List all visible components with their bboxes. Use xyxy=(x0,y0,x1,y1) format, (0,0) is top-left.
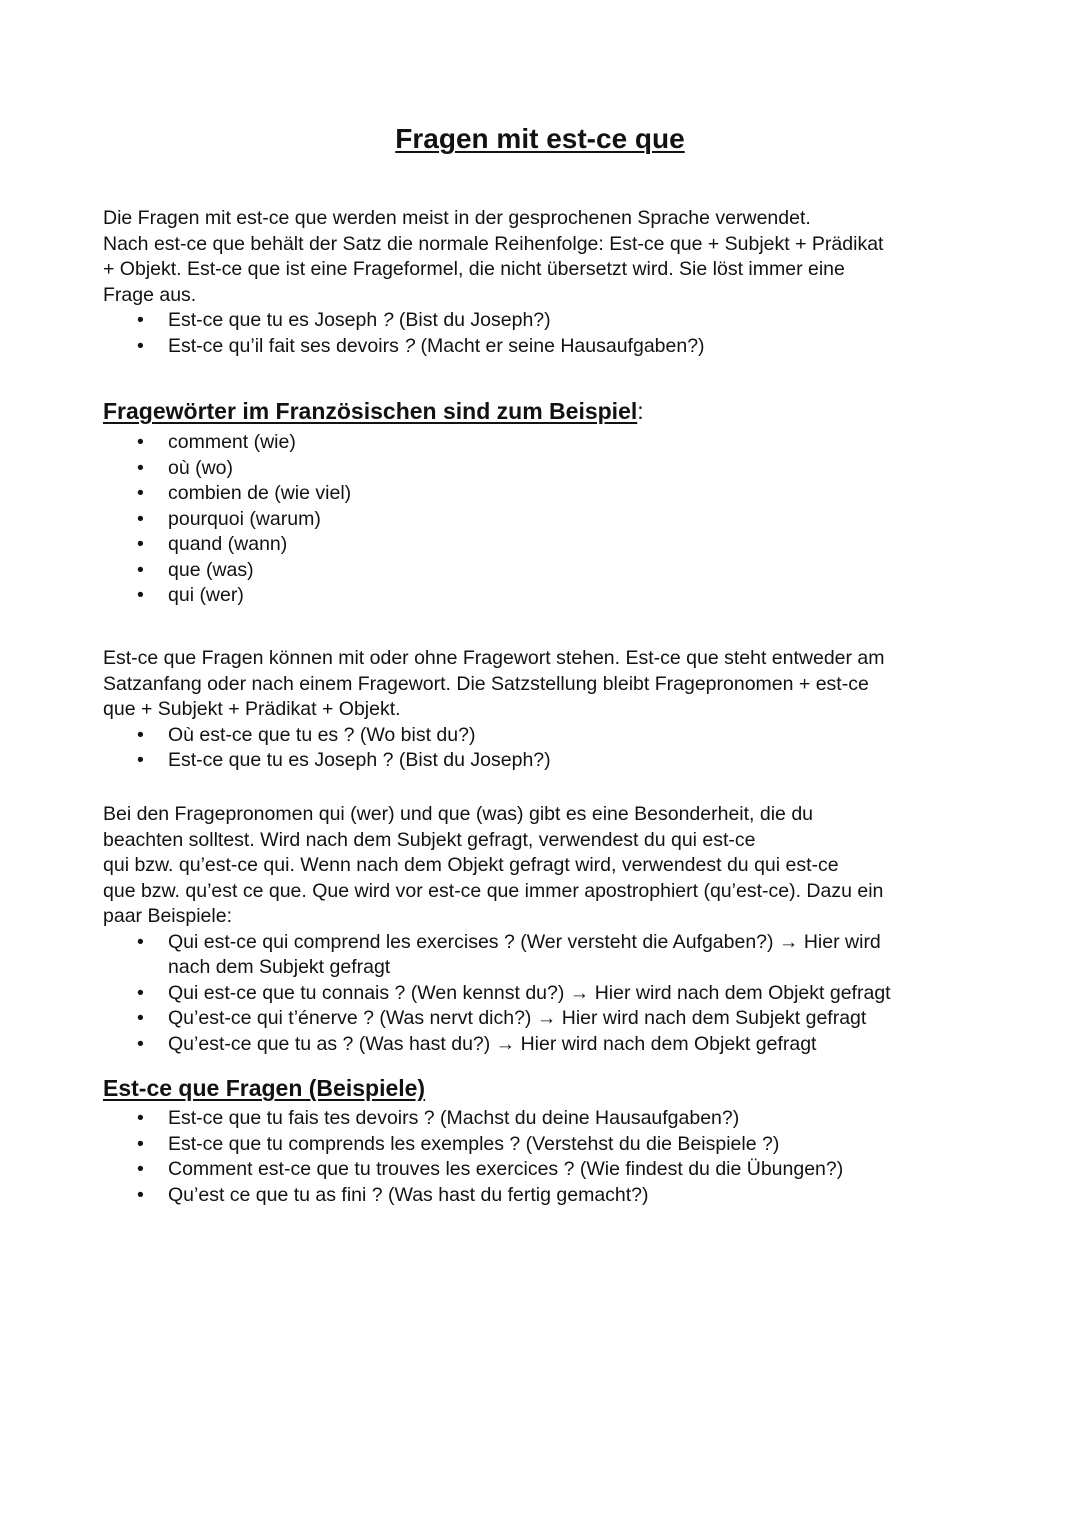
placement-example-list xyxy=(103,723,1033,774)
examples-section xyxy=(103,1106,1033,1208)
list-item: • Est-ce que tu es Joseph ? (Bist du Joseph?) xyxy=(103,308,1033,334)
pronouns-section xyxy=(103,802,1033,1057)
document-title-text: Fragen mit est-ce que xyxy=(395,123,685,154)
intro-paragraph: Die Fragen mit est-ce que werden meist in der gesprochenen Sprache verwendet. Nach est-ce que behält der Satz die normale Reihenfolge: Est-ce que + Subjekt + Prädikat + Objekt. Est-ce que ist eine Frageformel, die nicht übersetzt wird. Sie löst immer eine Frage aus. xyxy=(103,207,884,306)
list-item: • pourquoi (warum) xyxy=(103,507,1033,533)
question-words-list xyxy=(103,430,1033,609)
list-item: • quand (wann) xyxy=(103,532,1033,558)
question-words-heading-text: Fragewörter im Französischen sind zum Beispiel xyxy=(103,398,638,424)
list-item: • Est-ce qu’il fait ses devoirs ? (Macht er seine Hausaufgaben?) xyxy=(103,334,1033,360)
list-item: • Qu’est-ce que tu as ? (Was hast du?) → Hier wird nach dem Objekt gefragt xyxy=(103,1032,1033,1058)
list-item: • Comment est-ce que tu trouves les exercices ? (Wie findest du die Übungen?) xyxy=(103,1157,1033,1183)
placement-paragraph: Est-ce que Fragen können mit oder ohne Fragewort stehen. Est-ce que steht entweder am Satzanfang oder nach einem Fragewort. Die Satzstellung bleibt Fragepronomen + est-ce que + Subjekt + Prädikat + Objekt. xyxy=(103,647,885,720)
list-item: • que (was) xyxy=(103,558,1033,584)
list-item: • Où est-ce que tu es ? (Wo bist du?) xyxy=(103,723,1033,749)
placement-section xyxy=(103,646,1033,774)
pronouns-paragraph: Bei den Fragepronomen qui (wer) und que (was) gibt es eine Besonderheit, die du beachten solltest. Wird nach dem Subjekt gefragt, verwendest du qui est-ce qui bzw. qu’est-ce qui. Wenn nach dem Objekt gefragt wird, verwendest du qui est-ce que bzw. qu’est ce que. Que wird vor est-ce que immer apostrophiert (qu’est-ce). Dazu ein paar Beispiele: xyxy=(103,803,884,927)
question-words-section xyxy=(103,430,1033,609)
examples-heading-text: Est-ce que Fragen (Beispiele) xyxy=(103,1075,426,1101)
pronouns-example-list xyxy=(103,930,1033,1058)
document-title xyxy=(0,122,1080,156)
examples-heading xyxy=(103,1073,1033,1103)
list-item: • combien de (wie viel) xyxy=(103,481,1033,507)
list-item: • Qu’est ce que tu as fini ? (Was hast du fertig gemacht?) xyxy=(103,1183,1033,1209)
list-item: • Est-ce que tu es Joseph ? (Bist du Joseph?) xyxy=(103,748,1033,774)
list-item: • Est-ce que tu fais tes devoirs ? (Machst du deine Hausaufgaben?) xyxy=(103,1106,1033,1132)
list-item: • où (wo) xyxy=(103,456,1033,482)
question-words-heading xyxy=(103,396,1033,426)
question-words-heading-colon: : xyxy=(637,398,644,424)
intro-section xyxy=(103,206,1033,359)
list-item: • Qui est-ce qui comprend les exercises ? (Wer versteht die Aufgaben?) → Hier wird nach dem Subjekt gefragt xyxy=(103,930,1033,981)
list-item: • Qu’est-ce qui t’énerve ? (Was nervt dich?) → Hier wird nach dem Subjekt gefragt xyxy=(103,1006,1033,1032)
list-item: • Qui est-ce que tu connais ? (Wen kennst du?) → Hier wird nach dem Objekt gefragt xyxy=(103,981,1033,1007)
list-item: • Est-ce que tu comprends les exemples ? (Verstehst du die Beispiele ?) xyxy=(103,1132,1033,1158)
list-item: • comment (wie) xyxy=(103,430,1033,456)
examples-list xyxy=(103,1106,1033,1208)
intro-example-list xyxy=(103,308,1033,359)
list-item: • qui (wer) xyxy=(103,583,1033,609)
